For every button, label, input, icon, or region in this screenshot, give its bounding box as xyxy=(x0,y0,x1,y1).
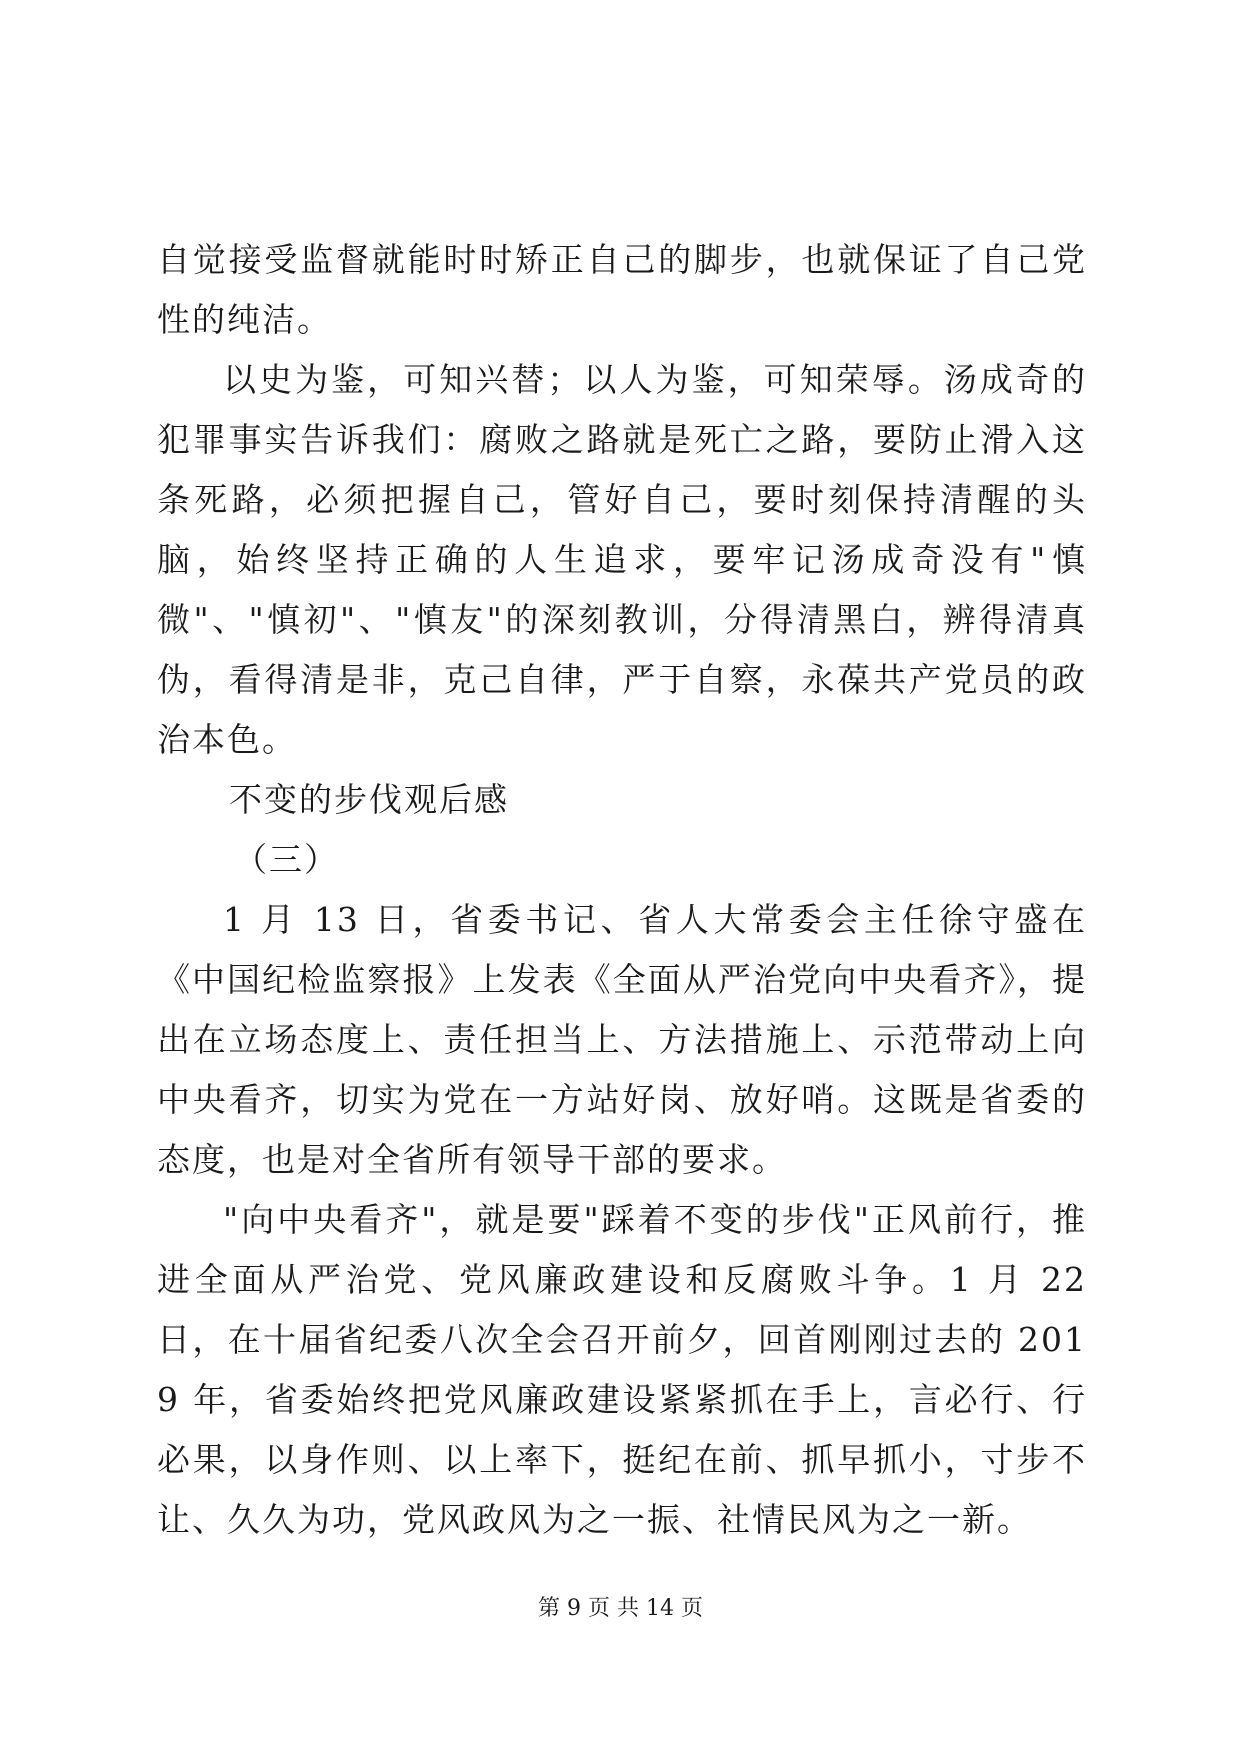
paragraph-continuation: 自觉接受监督就能时时矫正自己的脚步，也就保证了自己党性的纯洁。 xyxy=(157,240,1087,339)
document-body xyxy=(157,230,1087,1550)
page-number-footer: 第 9 页 共 14 页 xyxy=(538,1596,703,1621)
paragraph-intro: 1 月 13 日，省委书记、省人大常委会主任徐守盛在《中国纪检监察报》上发表《全面从严治党向中央看齐》，提出在立场态度上、责任担当上、方法措施上、示范带动上向中央看齐，切实为党在一方站好岗、放好哨。这既是省委的态度，也是对全省所有领导干部的要求。 xyxy=(157,900,1087,1179)
article-title: 不变的步伐观后感 xyxy=(229,780,509,819)
paragraph-body: "向中央看齐"，就是要"踩着不变的步伐"正风前行，推进全面从严治党、党风廉政建设和反腐败斗争。1 月 22 日，在十届省纪委八次全会召开前夕，回首刚刚过去的 2019 年，省委始终把党风廉政建设紧紧抓在手上，言必行、行必果，以身作则、以上率下，挺纪在前、抓早抓小，寸步不让、久久为功，党风政风为之一振、社情民风为之一新。 xyxy=(157,1200,1087,1539)
section-number: （三） xyxy=(234,840,339,879)
paragraph-lesson: 以史为鉴，可知兴替；以人为鉴，可知荣辱。汤成奇的犯罪事实告诉我们：腐败之路就是死亡之路，要防止滑入这条死路，必须把握自己，管好自己，要时刻保持清醒的头脑，始终坚持正确的人生追求，要牢记汤成奇没有"慎微"、"慎初"、"慎友"的深刻教训，分得清黑白，辨得清真伪，看得清是非，克己自律，严于自察，永葆共产党员的政治本色。 xyxy=(157,360,1087,759)
